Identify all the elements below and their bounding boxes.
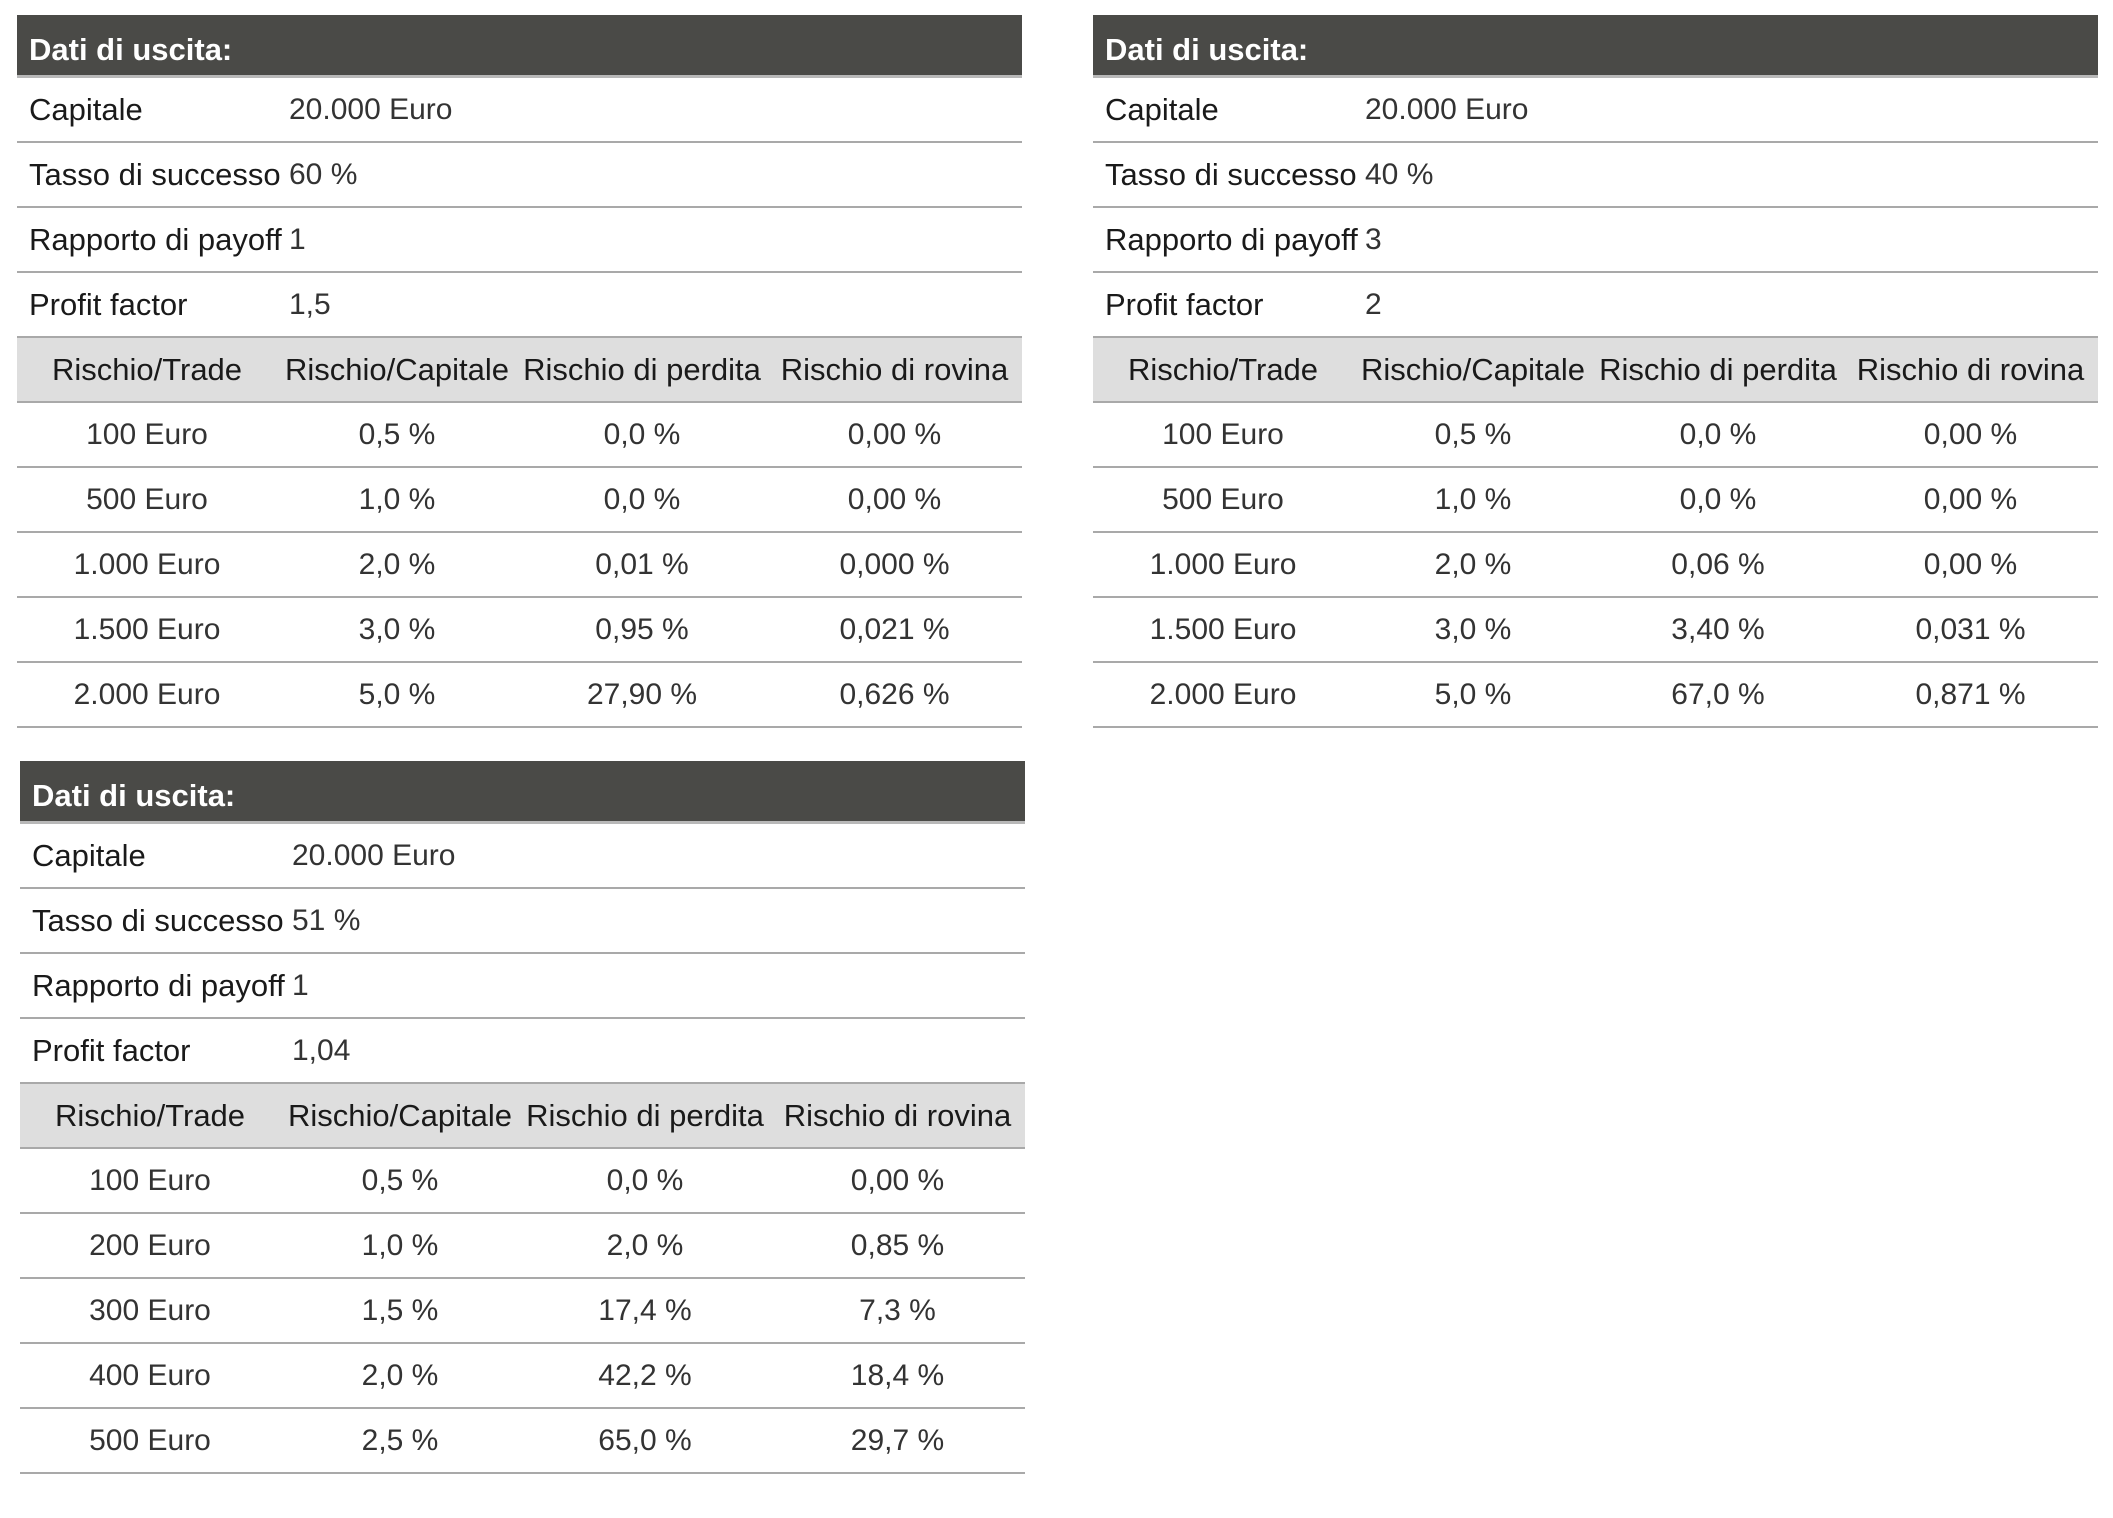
param-value: 1 (292, 968, 309, 1002)
param-label: Tasso di successo (1105, 156, 1357, 192)
table-row (17, 403, 1022, 468)
table-cell: 500 Euro (89, 1423, 211, 1457)
column-header-row (17, 338, 1022, 403)
param-value: 20.000 Euro (1365, 92, 1529, 126)
param-label: Profit factor (29, 286, 188, 322)
table-cell: 100 Euro (1162, 417, 1284, 451)
param-row-profit-factor (1093, 273, 2098, 338)
param-row-payoff-ratio (20, 954, 1025, 1019)
param-value: 1,04 (292, 1033, 351, 1067)
table-cell: 3,0 % (358, 612, 436, 646)
table-cell: 0,85 % (850, 1228, 945, 1262)
param-value: 1 (289, 222, 306, 256)
table-cell: 2.000 Euro (73, 677, 221, 711)
param-label: Tasso di successo (32, 902, 284, 938)
table-cell: 0,0 % (1679, 482, 1757, 516)
table-cell: 0,00 % (1923, 547, 2018, 581)
param-label: Profit factor (32, 1032, 191, 1068)
table-cell: 3,0 % (1434, 612, 1512, 646)
table-cell: 0,5 % (358, 417, 436, 451)
param-value: 20.000 Euro (292, 838, 456, 872)
panel-title: Dati di uscita: (1093, 15, 2098, 78)
param-row-success-rate (20, 889, 1025, 954)
table-cell: 2,0 % (361, 1358, 439, 1392)
table-cell: 3,40 % (1671, 612, 1765, 646)
table-cell: 0,00 % (847, 482, 942, 516)
table-cell: 0,06 % (1671, 547, 1765, 581)
column-header: Rischio di rovina (1856, 351, 2085, 387)
column-header-row (20, 1084, 1025, 1149)
table-cell: 0,0 % (603, 417, 681, 451)
table-cell: 200 Euro (89, 1228, 211, 1262)
table-cell: 0,0 % (606, 1163, 684, 1197)
column-header: Rischio/Trade (54, 1097, 246, 1133)
table-row (20, 1149, 1025, 1214)
table-cell: 18,4 % (850, 1358, 945, 1392)
table-cell: 0,5 % (361, 1163, 439, 1197)
table-cell: 0,01 % (595, 547, 689, 581)
column-header: Rischio di perdita (523, 351, 761, 387)
param-value: 1,5 (289, 287, 331, 321)
param-label: Capitale (29, 91, 143, 127)
table-cell: 5,0 % (1434, 677, 1512, 711)
table-row (1093, 468, 2098, 533)
table-row (17, 663, 1022, 728)
table-cell: 1.000 Euro (73, 547, 221, 581)
table-cell: 0,0 % (603, 482, 681, 516)
table-cell: 0,5 % (1434, 417, 1512, 451)
param-value: 60 % (289, 157, 358, 191)
param-row-success-rate (17, 143, 1022, 208)
table-row (20, 1409, 1025, 1474)
column-header: Rischio di perdita (526, 1097, 764, 1133)
table-cell: 5,0 % (358, 677, 436, 711)
table-cell: 1,0 % (1434, 482, 1512, 516)
param-row-profit-factor (20, 1019, 1025, 1084)
table-cell: 0,00 % (850, 1163, 945, 1197)
table-cell: 400 Euro (89, 1358, 211, 1392)
table-cell: 1.500 Euro (1149, 612, 1297, 646)
table-cell: 500 Euro (86, 482, 208, 516)
panel-title: Dati di uscita: (20, 761, 1025, 824)
param-label: Rapporto di payoff (32, 967, 285, 1003)
table-cell: 0,95 % (595, 612, 689, 646)
param-value: 40 % (1365, 157, 1434, 191)
table-cell: 1,0 % (358, 482, 436, 516)
table-cell: 500 Euro (1162, 482, 1284, 516)
table-cell: 300 Euro (89, 1293, 211, 1327)
table-cell: 2,0 % (1434, 547, 1512, 581)
param-row-payoff-ratio (17, 208, 1022, 273)
param-value: 20.000 Euro (289, 92, 453, 126)
table-cell: 100 Euro (86, 417, 208, 451)
table-cell: 0,871 % (1915, 677, 2026, 711)
table-cell: 29,7 % (850, 1423, 945, 1457)
column-header: Rischio di rovina (780, 351, 1009, 387)
panel-title: Dati di uscita: (17, 15, 1022, 78)
table-row (1093, 663, 2098, 728)
param-label: Capitale (32, 837, 146, 873)
param-label: Profit factor (1105, 286, 1264, 322)
table-cell: 0,0 % (1679, 417, 1757, 451)
column-header: Rischio/Trade (51, 351, 243, 387)
table-cell: 100 Euro (89, 1163, 211, 1197)
table-cell: 0,021 % (839, 612, 950, 646)
output-table-3 (20, 761, 1025, 1474)
column-header: Rischio/Capitale (288, 1097, 512, 1133)
table-cell: 1.000 Euro (1149, 547, 1297, 581)
param-label: Rapporto di payoff (29, 221, 282, 257)
table-cell: 0,00 % (1923, 417, 2018, 451)
column-header-row (1093, 338, 2098, 403)
table-cell: 1,0 % (361, 1228, 439, 1262)
table-row (1093, 598, 2098, 663)
param-label: Tasso di successo (29, 156, 281, 192)
table-cell: 7,3 % (859, 1293, 936, 1327)
table-cell: 0,031 % (1915, 612, 2026, 646)
table-row (17, 468, 1022, 533)
table-cell: 0,00 % (847, 417, 942, 451)
table-cell: 1,5 % (361, 1293, 439, 1327)
table-cell: 2,0 % (358, 547, 436, 581)
table-cell: 67,0 % (1671, 677, 1765, 711)
param-row-payoff-ratio (1093, 208, 2098, 273)
param-value: 3 (1365, 222, 1382, 256)
param-row-capital (1093, 78, 2098, 143)
column-header: Rischio/Capitale (285, 351, 509, 387)
table-cell: 0,000 % (839, 547, 950, 581)
output-table-2 (1093, 15, 2098, 728)
table-row (1093, 533, 2098, 598)
table-cell: 2.000 Euro (1149, 677, 1297, 711)
param-row-capital (20, 824, 1025, 889)
param-row-success-rate (1093, 143, 2098, 208)
table-cell: 2,0 % (606, 1228, 684, 1262)
table-cell: 17,4 % (598, 1293, 692, 1327)
column-header: Rischio/Capitale (1361, 351, 1585, 387)
column-header: Rischio/Trade (1127, 351, 1319, 387)
table-row (17, 598, 1022, 663)
param-value: 51 % (292, 903, 361, 937)
table-cell: 2,5 % (361, 1423, 439, 1457)
table-cell: 0,00 % (1923, 482, 2018, 516)
table-row (20, 1344, 1025, 1409)
param-label: Rapporto di payoff (1105, 221, 1358, 257)
table-cell: 27,90 % (586, 677, 698, 711)
table-row (1093, 403, 2098, 468)
column-header: Rischio di rovina (783, 1097, 1012, 1133)
table-row (17, 533, 1022, 598)
table-row (20, 1279, 1025, 1344)
param-row-profit-factor (17, 273, 1022, 338)
table-cell: 0,626 % (839, 677, 950, 711)
column-header: Rischio di perdita (1599, 351, 1837, 387)
param-value: 2 (1365, 287, 1382, 321)
output-table-1 (17, 15, 1022, 728)
table-row (20, 1214, 1025, 1279)
table-cell: 1.500 Euro (73, 612, 221, 646)
param-row-capital (17, 78, 1022, 143)
param-label: Capitale (1105, 91, 1219, 127)
table-cell: 42,2 % (598, 1358, 692, 1392)
table-cell: 65,0 % (598, 1423, 692, 1457)
